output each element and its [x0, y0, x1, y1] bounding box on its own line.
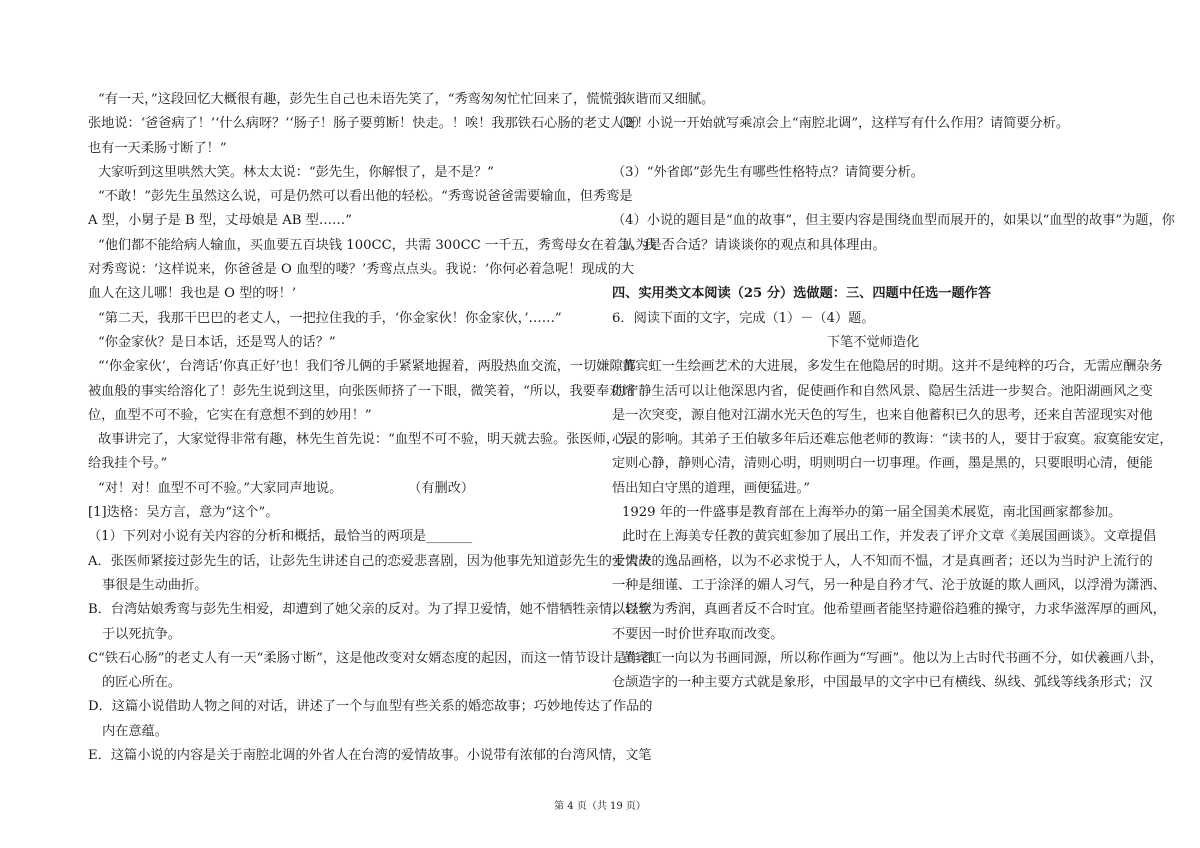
article-line: 不要因一时价世弃取而改变。: [612, 626, 784, 642]
answer-space: [612, 258, 1134, 282]
story-line: “不敢！”彭先生虽然这么说，可是仍然可以看出他的轻松。“秀鸾说爸爸需要输血，但秀鸾是: [98, 189, 633, 205]
left-column: [88, 88, 657, 768]
article-line: 黄宾虹一向以为书画同源，所以称作画为“写画”。他以为上古时代书画不分，如伏羲画八卦，: [622, 650, 1163, 666]
article-title: 下笔不觉师造化: [826, 334, 920, 350]
option-e: E．这篇小说的内容是关于南腔北调的外省人在台湾的爱情故事。小说带有浓郁的台湾风情，文笔: [88, 748, 652, 764]
option-a-cont: 事很是生动曲折。: [102, 577, 208, 593]
page-footer: 第 4 页（共 19 页）: [554, 801, 646, 812]
story-line: “你金家伙？是日本话，还是骂人的话？”: [98, 334, 336, 350]
article-line: 心灵的影响。其弟子王伯敏多年后还难忘他老师的教诲：“读书的人，要甘于寂寞。寂寞能安定，: [612, 432, 1173, 448]
footnote: [1]迭格：吴方言，意为“这个”。: [88, 505, 279, 521]
article-line: 的宁静生活可以让他深思内省，促使画作和自然风景、隐居生活进一步契合。池阳湖画风之变: [612, 383, 1153, 399]
option-b: B．台湾姑娘秀鸾与彭先生相爱，却遭到了她父亲的反对。为了捍卫爱情，她不惜牺牲亲情，以至: [88, 602, 652, 618]
question-4-cont: 认为是否合适？请谈谈你的观点和具体理由。: [622, 237, 886, 253]
story-line: “‘你金家伙’，台湾话‘你真正好’也！我们爷儿俩的手紧紧地握着，两股热血交流，一切嫌隙都: [98, 359, 636, 375]
option-a: A．张医师紧接过彭先生的话，让彭先生讲述自己的恋爱悲喜剧，因为他事先知道彭先生的爱情故: [88, 553, 652, 569]
story-line: 被血般的事实给溶化了！彭先生说到这里，向张医师挤了一下眼，微笑着，“所以，我要奉劝诸: [88, 383, 636, 399]
option-d: D．这篇小说借助人物之间的对话，讲述了一个与血型有些关系的婚恋故事；巧妙地传达了作品的: [88, 699, 653, 715]
question-3: （3）“外省郎”彭先生有哪些性格特点？请简要分析。: [612, 164, 924, 180]
option-c-cont: 的匠心所在。: [102, 675, 182, 691]
story-line: 故事讲完了，大家觉得非常有趣，林先生首先说：“血型不可不验，明天就去验。张医师，先: [98, 432, 633, 448]
story-line: “有一天，”这段回忆大概很有趣，彭先生自己也未语先笑了，“秀鸾匆匆忙忙回来了，慌慌张: [98, 92, 626, 107]
story-line: “对！对！血型不可不验。”大家同声地说。 （有删改）: [98, 480, 475, 496]
story-line: 给我挂个号。”: [88, 456, 168, 472]
option-d-cont: 内在意蕴。: [102, 723, 168, 739]
answer-space: [612, 185, 1134, 209]
question-2: （2）小说一开始就写乘凉会上“南腔北调”，这样写有什么作用？请简要分析。: [612, 116, 1070, 132]
story-line: “他们都不能给病人输血，买血要五百块钱 100CC，共需 300CC 一千五，秀鸾母女在着急。我: [98, 237, 657, 253]
right-column: [612, 88, 1175, 695]
article-line: 一种是细谨、工于涂泽的媚人习气，另一种是自矜才气、沦于放诞的欺人画风，以浮滑为潇洒、: [612, 577, 1166, 593]
story-line: 对秀鸾说：‘这样说来，你爸爸是 O 血型的喽？’秀鸾点点头。我说：‘你何必着急呢！现成的大: [88, 262, 635, 278]
article-line: 此时在上海美专任教的黄宾虹参加了展出工作，并发表了评介文章《美展国画谈》。文章提倡: [622, 529, 1157, 545]
article-line: 仓颉造字的一种主要方式就是象形，中国最早的文字中已有横线、纵线、弧线等线条形式；汉: [612, 675, 1153, 691]
question-6-instruction: 6．阅读下面的文字，完成（1）－（4）题。: [612, 310, 875, 326]
article-line: 定则心静，静则心清，清则心明，明则明白一切事理。作画，墨是黑的，只要眼明心清，便能: [612, 456, 1153, 472]
story-line: 位，血型不可不验，它实在有意想不到的妙用！”: [88, 407, 372, 423]
option-c: C“铁石心肠”的老丈人有一天“柔肠寸断”，这是他改变对女婿态度的起因，而这一情节设计是作者: [88, 650, 653, 666]
option-e-cont: 诙谐而又细腻。: [622, 92, 715, 107]
article-line: 是一次突变，源自他对江湖水光天色的写生，也来自他蓄积已久的思考，还来自苦涩现实对他: [612, 407, 1153, 423]
article-line: 士大夫的逸品画格，以为不必求悦于人，人不知而不愠，才是真画者；还以为当时沪上流行的: [612, 553, 1153, 569]
story-line: 张地说：‘爸爸病了！’‘什么病呀？’‘肠子！肠子要剪断！快走。！唉！我那铁石心肠的老丈人呀！: [88, 116, 650, 132]
story-line: “第二天，我那干巴巴的老丈人，一把拉住我的手，‘你金家伙！你金家伙，’……”: [98, 310, 562, 326]
story-line: 大家听到这里哄然大笑。林太太说：“彭先生，你解恨了，是不是？”: [98, 164, 494, 180]
answer-space: [612, 137, 1134, 161]
question-4: （4）小说的题目是“血的故事”，但主要内容是围绕血型而展开的，如果以“血型的故事”为题，你: [612, 213, 1175, 229]
question-1-prompt: （1）下列对小说有关内容的分析和概括，最恰当的两项是_______: [88, 529, 473, 545]
story-line: 血人在这儿哪！我也是 O 型的呀！’: [88, 286, 297, 302]
article-line: 1929 年的一件盛事是教育部在上海举办的第一届全国美术展览，南北国画家都参加。: [622, 505, 1122, 521]
article-line: 悟出知白守黑的道理，画便猛进。”: [612, 480, 810, 496]
article-line: 黄宾虹一生绘画艺术的大进展，多发生在他隐居的时期。这并不是纯粹的巧合，无需应酬杂务: [622, 359, 1163, 375]
option-b-cont: 于以死抗争。: [102, 626, 182, 642]
article-line: 以轻软为秀润，真画者反不合时宜。他希望画者能坚持避俗趋雅的操守，力求华滋浑厚的画风，: [612, 602, 1166, 618]
story-line: 也有一天柔肠寸断了！”: [88, 140, 227, 156]
story-line: A 型，小舅子是 B 型，丈母娘是 AB 型……”: [88, 213, 352, 229]
section-heading: 四、实用类文本阅读（25 分）选做题：三、四题中任选一题作答: [612, 286, 992, 302]
